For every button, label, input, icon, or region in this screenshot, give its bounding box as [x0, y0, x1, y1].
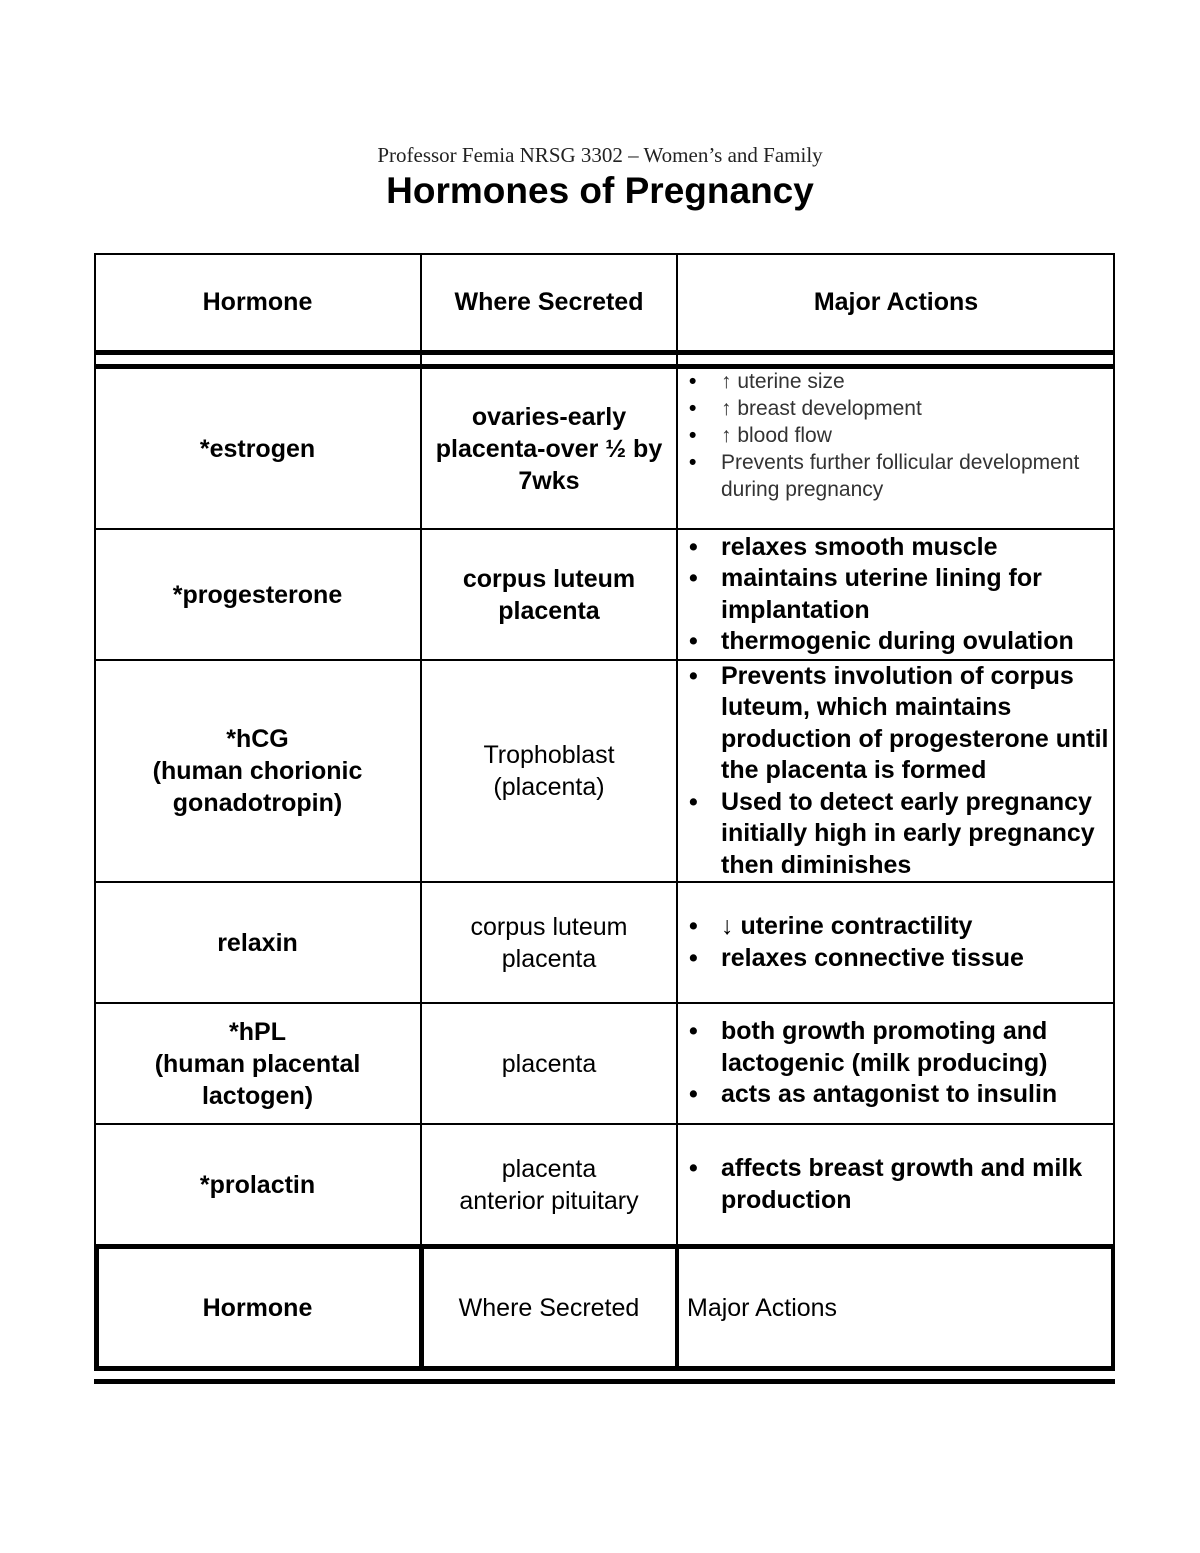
page-title: Hormones of Pregnancy	[386, 170, 814, 211]
table-footer-row	[94, 1248, 1115, 1368]
footer-major-actions: Major Actions	[687, 1293, 838, 1322]
table-divider	[94, 364, 1115, 369]
action-item: • ↓ uterine contractility	[685, 911, 1115, 943]
action-item: • Used to detect early pregnancy initially high in early pregnancy then diminishes	[685, 787, 1115, 882]
where-line: (placenta)	[493, 773, 605, 801]
where-line: corpus luteum	[470, 912, 628, 941]
table-row	[94, 1003, 1115, 1124]
action-item: • Prevents further follicular development during pregnancy	[685, 449, 1115, 503]
action-item: • relaxes smooth muscle	[685, 532, 1115, 564]
column-header-major-actions: Major Actions	[813, 287, 979, 316]
table-row	[94, 368, 1115, 529]
action-item: • relaxes connective tissue	[685, 943, 1115, 975]
hormone-cell	[94, 1124, 421, 1245]
action-item: • ↑ breast development	[685, 395, 1115, 422]
table-divider	[94, 528, 1115, 530]
major-actions-cell	[677, 368, 1115, 529]
where-line: placenta	[501, 1049, 597, 1078]
action-item: • maintains uterine lining for implantation	[685, 563, 1115, 626]
table-row	[94, 529, 1115, 660]
table-header-row	[94, 253, 1115, 351]
where-secreted-cell	[421, 368, 677, 529]
footer-hormone: Hormone	[202, 1293, 313, 1322]
where-line: 7wks	[518, 466, 580, 495]
table-border	[94, 1379, 1115, 1384]
where-line: Trophoblast	[483, 741, 615, 769]
hormone-name-detail: gonadotropin)	[172, 789, 343, 817]
table-row	[94, 1124, 1115, 1245]
where-line: placenta-over ½ by	[435, 434, 663, 463]
action-item: • affects breast growth and milk production	[685, 1153, 1115, 1216]
table-divider	[420, 253, 422, 1246]
table-divider	[94, 881, 1115, 883]
footer-where-secreted: Where Secreted	[458, 1293, 640, 1322]
hormone-name-detail: (human chorionic	[152, 757, 363, 785]
where-line: placenta	[501, 944, 597, 973]
table-divider	[94, 659, 1115, 661]
table-border	[94, 1244, 99, 1371]
table-divider	[675, 1244, 679, 1371]
where-line: ovaries-early	[471, 402, 627, 431]
table-divider	[94, 1366, 1115, 1371]
action-item: • ↑ blood flow	[685, 422, 1115, 449]
hormone-cell	[94, 368, 421, 529]
table-row	[94, 660, 1115, 882]
where-line: placenta	[501, 1154, 597, 1183]
action-item: • both growth promoting and lactogenic (milk producing)	[685, 1016, 1115, 1079]
hormone-name-detail: (human placental	[154, 1049, 361, 1078]
hormone-cell	[94, 660, 421, 882]
where-line: corpus luteum	[462, 564, 636, 593]
where-line: anterior pituitary	[459, 1186, 639, 1215]
where-line: placenta	[498, 596, 600, 625]
course-subtitle: Professor Femia NRSG 3302 – Women’s and Family	[377, 143, 823, 167]
action-item: • acts as antagonist to insulin	[685, 1079, 1115, 1111]
major-actions-cell	[677, 1003, 1115, 1124]
hormone-name-detail: lactogen)	[201, 1081, 314, 1110]
table-divider	[94, 1123, 1115, 1125]
major-actions-cell	[677, 1124, 1115, 1245]
hormone-name: relaxin	[217, 928, 298, 957]
table-divider	[94, 350, 1115, 355]
action-item: • Prevents involution of corpus luteum, which maintains production of progesterone until the placenta is formed	[685, 661, 1115, 787]
table-border	[1113, 253, 1115, 1246]
hormone-name: *hCG	[226, 725, 289, 753]
table-divider	[419, 1244, 424, 1371]
table-divider	[94, 1244, 1115, 1249]
table-border	[94, 253, 96, 1246]
table-divider	[94, 1002, 1115, 1004]
major-actions-cell	[677, 882, 1115, 1003]
where-secreted-cell	[421, 1003, 677, 1124]
hormone-name: *hPL	[229, 1017, 286, 1046]
hormone-cell	[94, 882, 421, 1003]
where-secreted-cell	[421, 660, 677, 882]
major-actions-cell	[677, 529, 1115, 660]
column-header-where-secreted: Where Secreted	[454, 287, 644, 316]
hormone-cell	[94, 1003, 421, 1124]
hormone-name: *progesterone	[172, 580, 343, 609]
major-actions-cell	[677, 660, 1115, 882]
action-item: • ↑ uterine size	[685, 368, 1115, 395]
table-row	[94, 882, 1115, 1003]
where-secreted-cell	[421, 529, 677, 660]
table-border	[94, 253, 1115, 255]
hormone-cell	[94, 529, 421, 660]
where-secreted-cell	[421, 1124, 677, 1245]
where-secreted-cell	[421, 882, 677, 1003]
hormone-name: *prolactin	[199, 1170, 316, 1199]
table-divider	[676, 253, 678, 1246]
table-border	[1111, 1244, 1115, 1371]
hormone-name: *estrogen	[199, 434, 316, 463]
action-item: • thermogenic during ovulation	[685, 626, 1115, 658]
column-header-hormone: Hormone	[202, 287, 313, 316]
